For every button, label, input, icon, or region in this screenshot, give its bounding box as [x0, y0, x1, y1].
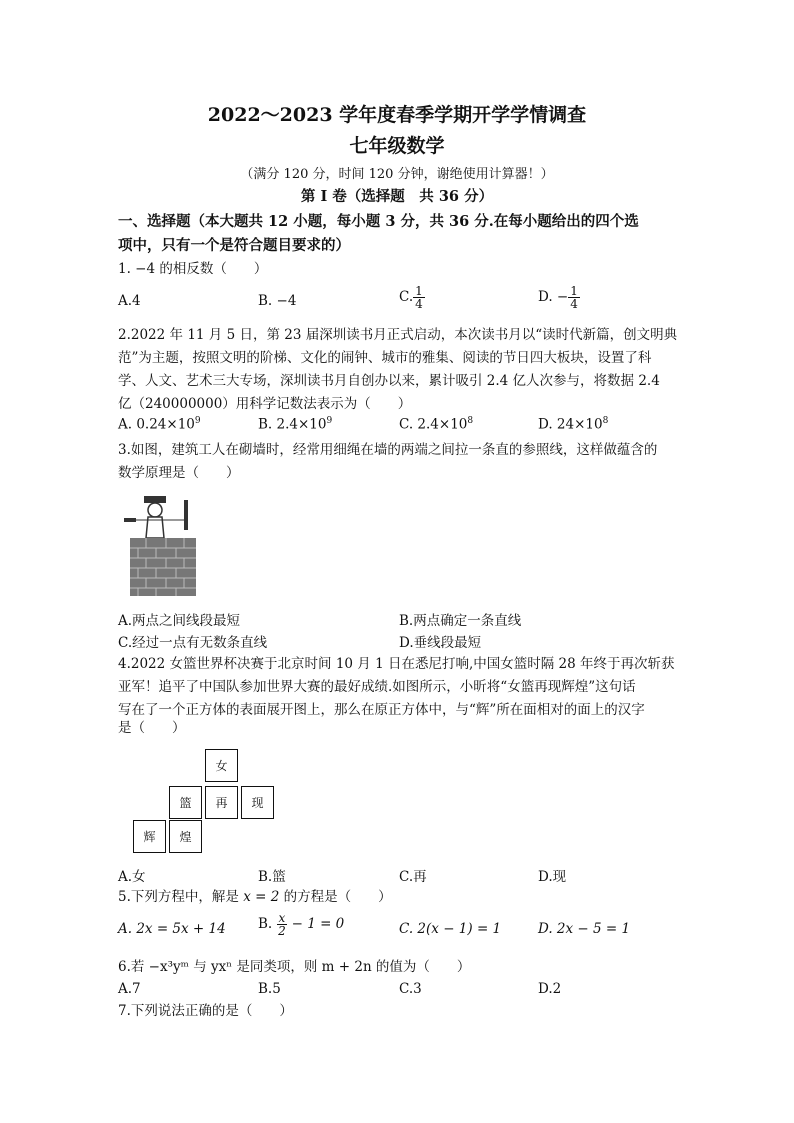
- q4-line3: 写在了一个正方体的表面展开图上，那么在原正方体中，与“辉”所在面相对的面上的汉字: [118, 702, 645, 718]
- q6-option-a: A.7: [118, 981, 141, 997]
- q1-c-denominator: 4: [415, 297, 423, 311]
- exam-note: （满分 120 分，时间 120 分钟，谢绝使用计算器！）: [240, 167, 554, 182]
- q2-line3: 学、人文、艺术三大专场，深圳读书月自创办以来，累计吸引 2.4 亿人次参与，将数据 2.4: [118, 373, 660, 389]
- q5-b-numerator: x: [278, 911, 286, 925]
- q3-option-a: A.两点之间线段最短: [118, 613, 241, 629]
- q6-option-d: D.2: [538, 981, 562, 997]
- q2-option-c: [399, 416, 473, 433]
- q1-d-numerator: 1: [570, 284, 578, 298]
- q5-b-denominator: 2: [278, 924, 286, 938]
- q5-option-c: C. 2(x − 1) = 1: [399, 921, 502, 937]
- q4-line4: 是（ ）: [118, 720, 186, 736]
- q5-b-suffix: − 1 = 0: [291, 916, 345, 932]
- q5-stem-post: 的方程是（ ）: [283, 889, 392, 905]
- q2-line4: 亿（240000000）用科学记数法表示为（ ）: [118, 396, 412, 412]
- net-cell-hui: 辉: [133, 820, 166, 853]
- q5-b-fraction: [277, 912, 288, 937]
- worker-head: [148, 503, 162, 517]
- q2-line2: 范”为主题，按照文明的阶梯、文化的闹钟、城市的雅集、阅读的节日四大板块，设置了科: [118, 350, 652, 366]
- q4-line2: 亚军！追平了中国队参加世界大赛的最好成绩.如图所示，小昕将“女篮再现辉煌”这句话: [118, 679, 636, 695]
- q4-line1: 4.2022 女篮世界杯决赛于北京时间 10 月 1 日在悉尼打响,中国女篮时隔 28 年终于再次斩获: [118, 656, 675, 672]
- worker-hat: [144, 496, 166, 503]
- part-heading: 第 I 卷（选择题 共 36 分）: [300, 188, 494, 205]
- q7-stem: 7.下列说法正确的是（ ）: [118, 1003, 293, 1019]
- net-cell-lan: 篮: [169, 786, 202, 819]
- exam-subject: 七年级数学: [349, 135, 445, 157]
- q6-option-c: C.3: [399, 981, 422, 997]
- q5-option-a: A. 2x = 5x + 14: [118, 921, 226, 937]
- string-peg-right: [184, 500, 188, 530]
- q5-option-d: D. 2x − 5 = 1: [538, 921, 631, 937]
- q3-line2: 数学原理是（ ）: [118, 465, 240, 481]
- q1-option-c-prefix: C.: [399, 289, 414, 305]
- q1-c-numerator: 1: [415, 284, 423, 298]
- q1-stem: 1. −4 的相反数（ ）: [118, 261, 268, 277]
- q1-option-d-prefix: D. −: [538, 289, 569, 305]
- q5-stem-pre: 5.下列方程中，解是: [118, 889, 239, 905]
- q2-b-exp: 9: [326, 416, 333, 426]
- q4-option-a: A.女: [118, 869, 146, 885]
- string-peg-left: [124, 518, 136, 522]
- q3-line1: 3.如图，建筑工人在砌墙时，经常用细绳在墙的两端之间拉一条直的参照线，这样做蕴含的: [118, 442, 658, 458]
- q3-option-d: D.垂线段最短: [399, 635, 482, 651]
- q3-option-b: B.两点确定一条直线: [399, 613, 522, 629]
- net-cell-zai: 再: [205, 786, 238, 819]
- q1-option-c: [399, 285, 425, 310]
- q2-a-exp: 9: [194, 416, 201, 426]
- q2-c-exp: 8: [467, 416, 474, 426]
- q1-option-c-fraction: [413, 285, 425, 310]
- q2-option-b: [258, 416, 332, 433]
- q4-option-b: B.篮: [258, 869, 286, 885]
- q2-line1: 2.2022 年 11 月 5 日，第 23 届深圳读书月正式启动，本次读书月以“读时代新篇，创文明典: [118, 327, 678, 343]
- section-heading-line2: 项中，只有一个是符合题目要求的）: [118, 237, 350, 254]
- q4-option-d: D.现: [538, 869, 567, 885]
- q1-option-b: B. −4: [258, 293, 297, 309]
- bricklayer-figure: [118, 486, 208, 600]
- net-cell-xian: 现: [241, 786, 274, 819]
- q3-option-c: C.经过一点有无数条直线: [118, 635, 268, 651]
- q1-option-d: [538, 285, 580, 310]
- q4-option-c: C.再: [399, 869, 427, 885]
- q5-b-prefix: B.: [258, 916, 273, 932]
- q2-b-text: B. 2.4×10: [258, 416, 327, 433]
- q2-c-text: C. 2.4×10: [399, 416, 468, 433]
- q1-option-d-fraction: [568, 285, 580, 310]
- q5-option-b: [258, 912, 344, 937]
- exam-title: 2022～2023 学年度春季学期开学学情调查: [207, 104, 587, 126]
- brick-wall: [130, 538, 196, 596]
- net-cell-huang: 煌: [169, 820, 202, 853]
- q2-d-text: D. 24×10: [538, 416, 603, 433]
- q5-stem-equation: x = 2: [243, 889, 280, 905]
- q6-stem: 6.若 −x³yᵐ 与 yxⁿ 是同类项，则 m + 2n 的值为（ ）: [118, 959, 471, 975]
- q6-option-b: B.5: [258, 981, 281, 997]
- q5-stem: [118, 886, 392, 908]
- q2-a-text: A. 0.24×10: [118, 416, 195, 433]
- q1-d-denominator: 4: [570, 297, 578, 311]
- q2-option-d: [538, 416, 608, 433]
- q2-d-exp: 8: [602, 416, 609, 426]
- q1-option-a: A.4: [118, 293, 141, 309]
- section-heading-line1: 一、选择题（本大题共 12 小题，每小题 3 分，共 36 分.在每小题给出的四个选: [118, 213, 639, 230]
- q2-option-a: [118, 416, 201, 433]
- net-cell-nv: 女: [205, 749, 238, 782]
